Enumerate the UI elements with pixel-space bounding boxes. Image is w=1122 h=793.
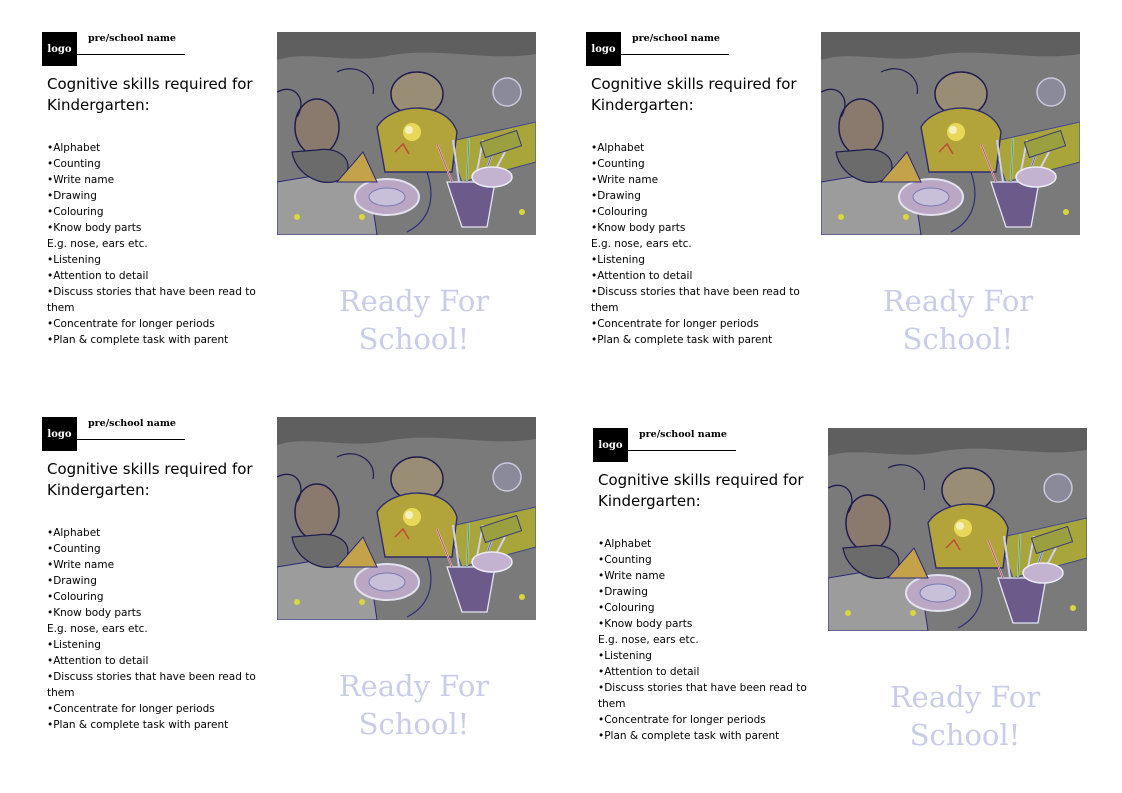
- skill-item: •Colouring: [591, 206, 648, 218]
- skill-item: •Know body parts: [598, 618, 693, 630]
- skill-item: •Discuss stories that have been read to them: [591, 286, 800, 314]
- skill-item: •Listening: [47, 254, 101, 266]
- skill-item: •Listening: [47, 639, 101, 651]
- skills-heading: Cognitive skills required for Kindergarten:: [591, 75, 797, 114]
- skill-item: •Attention to detail: [47, 655, 149, 667]
- skill-item: •Counting: [47, 543, 101, 555]
- skill-item: •Plan & complete task with parent: [598, 730, 780, 742]
- children-drawing-photo: [277, 32, 536, 235]
- ready-for-school-tagline: Ready For School!: [889, 680, 1041, 752]
- skill-item: •Discuss stories that have been read to them: [598, 682, 807, 710]
- skill-item: •Alphabet: [591, 142, 645, 154]
- skills-heading: Cognitive skills required for Kindergarten:: [598, 471, 804, 510]
- school-name: pre/school name: [88, 33, 176, 44]
- skill-item: •Plan & complete task with parent: [591, 334, 773, 346]
- skill-item: •Colouring: [598, 602, 655, 614]
- children-drawing-photo: [277, 417, 536, 620]
- skill-item: •Alphabet: [47, 142, 101, 154]
- ready-for-school-tagline: Ready For School!: [882, 284, 1034, 356]
- skills-list: [47, 525, 269, 733]
- skill-item: •Listening: [591, 254, 645, 266]
- school-name: pre/school name: [632, 33, 720, 44]
- flyer-card-2: [586, 32, 1086, 392]
- skills-list: [598, 536, 820, 744]
- children-drawing-photo: [828, 428, 1087, 631]
- skill-item: •Counting: [591, 158, 645, 170]
- children-drawing-photo: [821, 32, 1080, 235]
- skill-item: •Concentrate for longer periods: [47, 318, 215, 330]
- skill-item: •Write name: [47, 559, 115, 571]
- skill-item: •Alphabet: [47, 527, 101, 539]
- logo-placeholder: logo: [593, 428, 628, 462]
- skill-item: •Counting: [47, 158, 101, 170]
- school-name: pre/school name: [639, 429, 727, 440]
- skill-item: •Write name: [591, 174, 659, 186]
- divider: [621, 54, 729, 55]
- ready-for-school-tagline: Ready For School!: [338, 284, 490, 356]
- skill-item: •Drawing: [47, 575, 97, 587]
- skill-item: •Plan & complete task with parent: [47, 334, 229, 346]
- skill-item: •Drawing: [591, 190, 641, 202]
- skill-item: E.g. nose, ears etc.: [47, 238, 148, 250]
- skill-item: •Listening: [598, 650, 652, 662]
- ready-for-school-tagline: Ready For School!: [338, 669, 490, 741]
- logo-placeholder: logo: [586, 32, 621, 66]
- divider: [77, 439, 185, 440]
- skill-item: •Write name: [47, 174, 115, 186]
- skills-heading: Cognitive skills required for Kindergarten:: [47, 75, 253, 114]
- logo-placeholder: logo: [42, 32, 77, 66]
- divider: [628, 450, 736, 451]
- skill-item: E.g. nose, ears etc.: [598, 634, 699, 646]
- school-name: pre/school name: [88, 418, 176, 429]
- skill-item: •Concentrate for longer periods: [598, 714, 766, 726]
- skill-item: •Drawing: [598, 586, 648, 598]
- skill-item: E.g. nose, ears etc.: [47, 623, 148, 635]
- flyer-card-4: [593, 428, 1093, 788]
- skill-item: •Colouring: [47, 591, 104, 603]
- skill-item: •Attention to detail: [598, 666, 700, 678]
- skills-list: [47, 140, 269, 348]
- skill-item: •Discuss stories that have been read to them: [47, 286, 256, 314]
- skill-item: •Know body parts: [47, 222, 142, 234]
- skill-item: •Discuss stories that have been read to them: [47, 671, 256, 699]
- skill-item: •Counting: [598, 554, 652, 566]
- skill-item: •Concentrate for longer periods: [591, 318, 759, 330]
- logo-placeholder: logo: [42, 417, 77, 451]
- skill-item: •Write name: [598, 570, 666, 582]
- skill-item: •Drawing: [47, 190, 97, 202]
- skill-item: •Attention to detail: [47, 270, 149, 282]
- skill-item: •Attention to detail: [591, 270, 693, 282]
- flyer-card-1: [42, 32, 542, 392]
- flyer-card-3: [42, 417, 542, 777]
- skill-item: •Concentrate for longer periods: [47, 703, 215, 715]
- skills-list: [591, 140, 813, 348]
- skill-item: •Plan & complete task with parent: [47, 719, 229, 731]
- skills-heading: Cognitive skills required for Kindergarten:: [47, 460, 253, 499]
- divider: [77, 54, 185, 55]
- skill-item: •Colouring: [47, 206, 104, 218]
- skill-item: E.g. nose, ears etc.: [591, 238, 692, 250]
- skill-item: •Know body parts: [47, 607, 142, 619]
- skill-item: •Alphabet: [598, 538, 652, 550]
- skill-item: •Know body parts: [591, 222, 686, 234]
